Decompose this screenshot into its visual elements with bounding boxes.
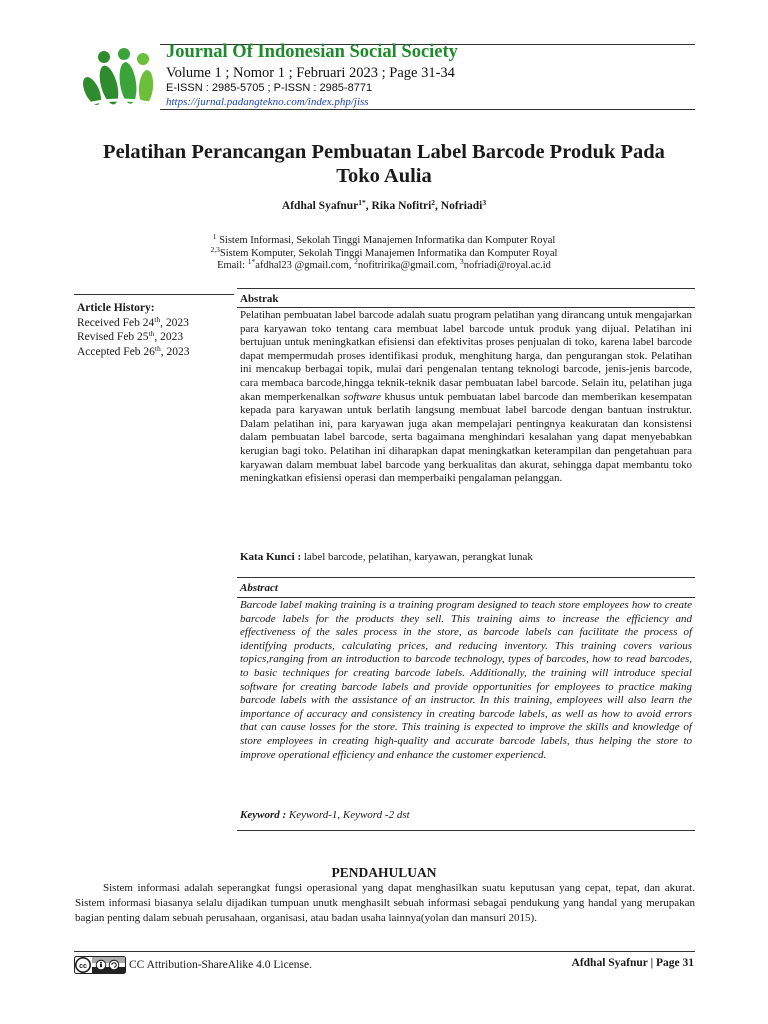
author-sup: 1* (358, 198, 366, 207)
journal-volume: Volume 1 ; Nomor 1 ; Februari 2023 ; Page 31-34 (166, 65, 455, 81)
abstract-heading-rule (237, 597, 695, 598)
keyword-label: Keyword : (240, 809, 289, 821)
journal-title: Journal Of Indonesian Social Society (166, 42, 458, 62)
abstract-keywords (240, 809, 410, 821)
email-line (60, 257, 708, 273)
keywords-label: Kata Kunci : (240, 551, 304, 563)
paper-title-line1: Pelatihan Perancangan Pembuatan Label Barcode Produk Pada (103, 141, 665, 163)
author-sup: 3 (482, 198, 487, 207)
email-sup: 2 (354, 257, 358, 266)
header-bottom-rule (160, 109, 695, 110)
email-address[interactable]: nofitririka@gmail.com, (357, 260, 460, 271)
page-number: Page 31 (655, 957, 694, 969)
email-label: Email: (217, 260, 248, 271)
affiliation-line (60, 244, 708, 261)
cc-label: cc (79, 963, 87, 970)
affiliation-text: Sistem Komputer, Sekolah Tinggi Manajemen Informatika dan Komputer Royal (219, 247, 558, 259)
author-separator: , (435, 200, 441, 212)
abstract-bottom-rule (237, 830, 695, 831)
history-received: Received Feb 24th, 2023 (77, 314, 189, 329)
abstrak-keywords (240, 551, 533, 563)
paper-title-line2: Toko Aulia (336, 165, 432, 187)
affiliation-sup: 1 (212, 232, 217, 241)
abstrak-heading: Abstrak (240, 293, 279, 305)
journal-logo-icon (82, 47, 160, 113)
paper-title (60, 140, 708, 188)
journal-url-link[interactable]: https://jurnal.padangtekno.com/index.php/jiss (166, 96, 369, 108)
affiliation-sup: 2,3 (210, 244, 220, 254)
footer-separator: | (647, 957, 656, 969)
pendahuluan-text: Sistem informasi adalah seperangkat fungsi operasional yang dapat menghasilkan suatu keputusan yang cepat, tepat, dan akurat. Sistem informasi biasanya selalu dijadikan tumpuan unutk menghasilt sebuah informasi sebagai pendukung yang handal yang merupakan bagian penting dalam sebuah perusahaan, organisasi, atau badan usaha lainnya(yolan dan mansuri 2015). (75, 882, 695, 924)
abstrak-text: Pelatihan pembuatan label barcode adalah suatu program pelatihan yang dirancang untuk mengajarkan para karyawan toko tentang cara membuat label barcode untuk produk yang dijual. Pelatihan ini bertujuan untuk meningkatkan efisiensi dan efektivitas proses penjualan di toko, karena label barcode dapat mempermudah proses identifikasi produk, menghitung harga, dan pengurangan stok. Pelatihan ini mencakup berbagai topik, mulai dari pengenalan tentang teknologi barcode, jenis-jenis barcode, cara membaca barcode,hingga teknik-teknik dasar pembuatan label barcode. Selain itu, pelatihan juga akan memperkenalkan software khusus untuk pembuatan label barcode dan memberikan kesempatan kepada para karyawan untuk berlatih langsung membuat label barcode dengan bantuan instruktur. Dalam pelatihan ini, para karyawan juga akan mempelajari pentingnya keakuratan dan konsistensi dalam pembuatan label barcode, serta bagaimana menghindari kesalahan yang dapat menyebabkan kerugian bagi toko. Pelatihan ini diharapkan dapat meningkatkan keterampilan dan pengetahuan para karyawan dalam membuat label barcode yang berkualitas dan akurat, sehingga dapat membantu toko meningkatkan efisiensi operasi dan memperbaiki pengalaman pelanggan. (240, 309, 692, 485)
paper-authors (60, 200, 708, 212)
abstract-heading: Abstract (240, 582, 278, 594)
history-accepted: Accepted Feb 26th, 2023 (77, 343, 190, 358)
email-sup: 3 (459, 257, 464, 266)
email-address[interactable]: afdhal23 @gmail.com, (255, 260, 355, 271)
footer-rule (74, 951, 695, 952)
affiliation-text: Sistem Informasi, Sekolah Tinggi Manajemen Informatika dan Komputer Royal (216, 235, 556, 246)
abstrak-heading-rule (237, 307, 695, 308)
section-heading-pendahuluan: PENDAHULUAN (331, 865, 437, 880)
email-sup: 1* (247, 257, 256, 266)
author-separator: , (365, 200, 372, 212)
cc-license-badge-icon[interactable] (74, 956, 126, 974)
article-history (77, 301, 237, 359)
abstract-text: Barcode label making training is a training program designed to teach store employees how to create barcode labels for the products they sell. This training aims to increase the efficiency and effectiveness of the sales process in the store, as barcode labels can facilitate the process of identifying products, calculating prices, and reducing inventory. This training covers various topics,ranging from an introduction to barcode technology, types of barcodes, how to read barcodes, to basic techniques for creating barcode labels. Additionally, the training will introduce special software for creating barcode labels and provide opportunities for employees to practice making barcode labels with the assistance of an instructor. In this training, employees will also learn the importance of accuracy and consistency in creating barcode labels, as well as how to avoid errors that can cause losses for the store. This training is expected to improve the skills and knowledge of store employees in creating high-quality and accurate barcode labels, thus helping the store to improve operational efficiency and enhance the customer experiencd. (240, 599, 692, 761)
author-sup: 2 (431, 198, 436, 207)
author-name: Afdhal Syafnur (281, 200, 359, 212)
affiliation-line (60, 232, 708, 248)
abstrak-top-rule (237, 288, 695, 289)
author-name: Nofriadi (440, 200, 483, 212)
footer-author: Afdhal Syafnur (571, 957, 648, 969)
footer-page-info (572, 957, 694, 969)
history-top-rule (74, 294, 234, 295)
history-revised: Revised Feb 25th, 2023 (77, 329, 184, 343)
history-heading: Article History: (77, 302, 155, 314)
keyword-value: Keyword-1, Keyword -2 dst (288, 809, 410, 821)
affiliations (60, 232, 708, 273)
email-address[interactable]: nofriadi@royal.ac.id (463, 260, 551, 271)
author-name: Rika Nofitri (371, 200, 432, 212)
license-text: CC Attribution-ShareAlike 4.0 License. (129, 959, 313, 971)
keywords-value: label barcode, pelatihan, karyawan, perangkat lunak (303, 551, 533, 563)
abstract-top-rule (237, 577, 695, 578)
journal-issn: E-ISSN : 2985-5705 ; P-ISSN : 2985-8771 (166, 82, 373, 94)
